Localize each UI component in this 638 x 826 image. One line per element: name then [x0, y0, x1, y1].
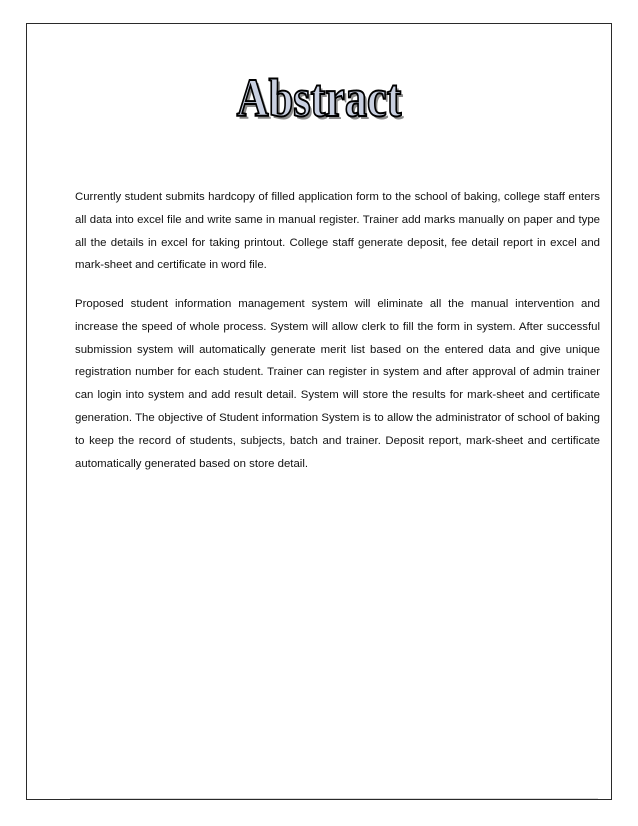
- abstract-paragraph-current-system: Currently student submits hardcopy of filled application form to the school of baking, college staff enters all data into excel file and write same in manual register. Trainer add marks manually on paper and type all the details in excel for taking printout. College staff generate deposit, fee detail report in excel and mark-sheet and certificate in word file.: [75, 191, 600, 272]
- page-title: Abstract: [236, 68, 402, 128]
- footer-divider: [70, 798, 598, 799]
- abstract-paragraph-proposed-system: Proposed student information management system will eliminate all the manual intervention and increase the speed of whole process. System will allow clerk to fill the form in system. After successful submission system will automatically generate merit list based on the entered data and give unique registration number for each student. Trainer can register in system and after approval of admin trainer can login into system and add result detail. System will store the results for mark-sheet and certificate generation. The objective of Student information System is to allow the administrator of school of baking to keep the record of students, subjects, batch and trainer. Deposit report, mark-sheet and certificate automatically generated based on store detail.: [75, 298, 600, 470]
